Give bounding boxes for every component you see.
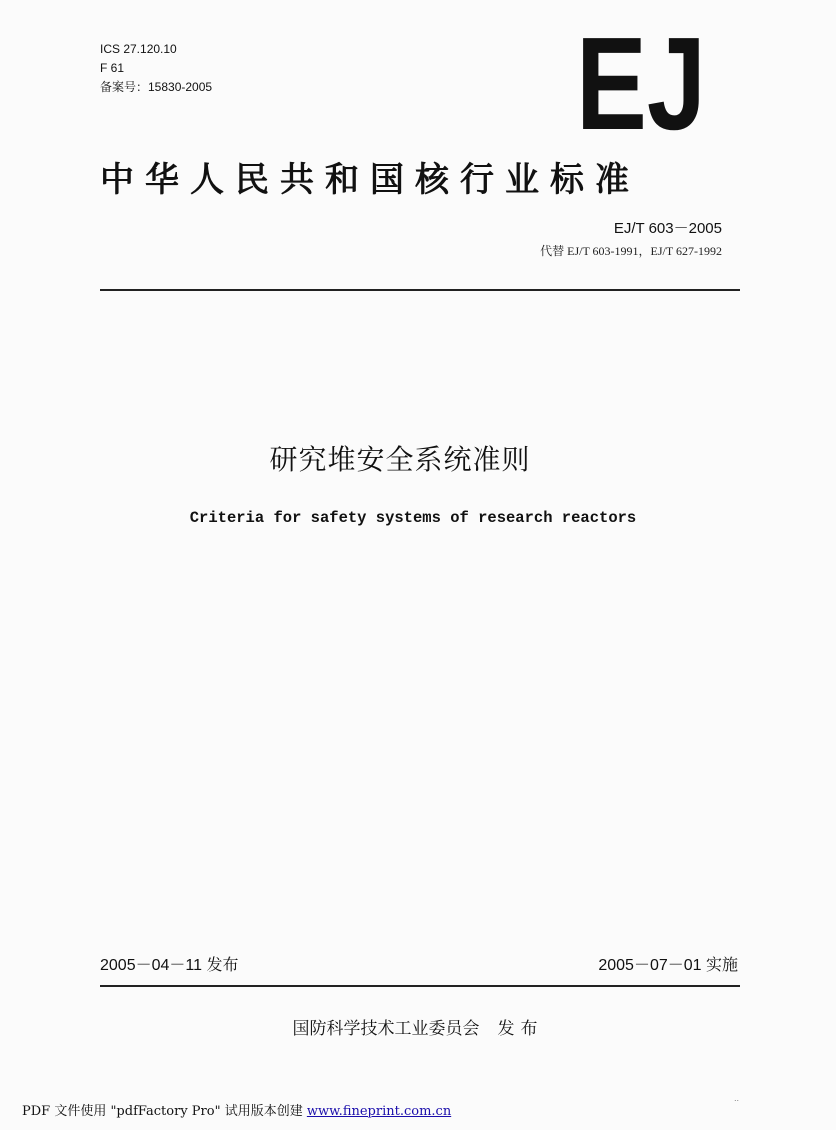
- issue-date: 2005－04－11 发布: [100, 957, 239, 974]
- publisher-line: [0, 1014, 836, 1039]
- filing-number: 备案号：15830-2005: [100, 80, 213, 94]
- fineprint-link[interactable]: www.fineprint.com.cn: [306, 1104, 452, 1119]
- ccs-code: F 61: [100, 61, 125, 75]
- publisher-action: 发布: [497, 1019, 544, 1039]
- document-title-english: Criteria for safety systems of research reactors: [189, 509, 637, 527]
- standard-type-title: 中华人民共和国核行业标准: [100, 160, 640, 200]
- implementation-date: 2005－07－01 实施: [598, 957, 738, 974]
- pdf-footer: [22, 1100, 451, 1119]
- footer-divider: [100, 985, 740, 987]
- document-title-chinese: 研究堆安全系统准则: [269, 443, 531, 476]
- ej-logo: [576, 10, 706, 157]
- pdf-footer-text: PDF 文件使用 "pdfFactory Pro" 试用版本创建: [22, 1104, 307, 1119]
- classification-block: [100, 40, 212, 97]
- ics-code: ICS 27.120.10: [100, 42, 177, 56]
- publisher-name: 国防科学技术工业委员会: [292, 1019, 480, 1039]
- replaces-note: 代替 EJ/T 603-1991，EJ/T 627-1992: [540, 244, 722, 258]
- standard-number: EJ/T 603－2005: [613, 220, 722, 237]
- corner-mark: ..: [734, 1094, 740, 1103]
- ej-logo-text: EJ: [576, 10, 706, 157]
- header-divider: [100, 289, 740, 291]
